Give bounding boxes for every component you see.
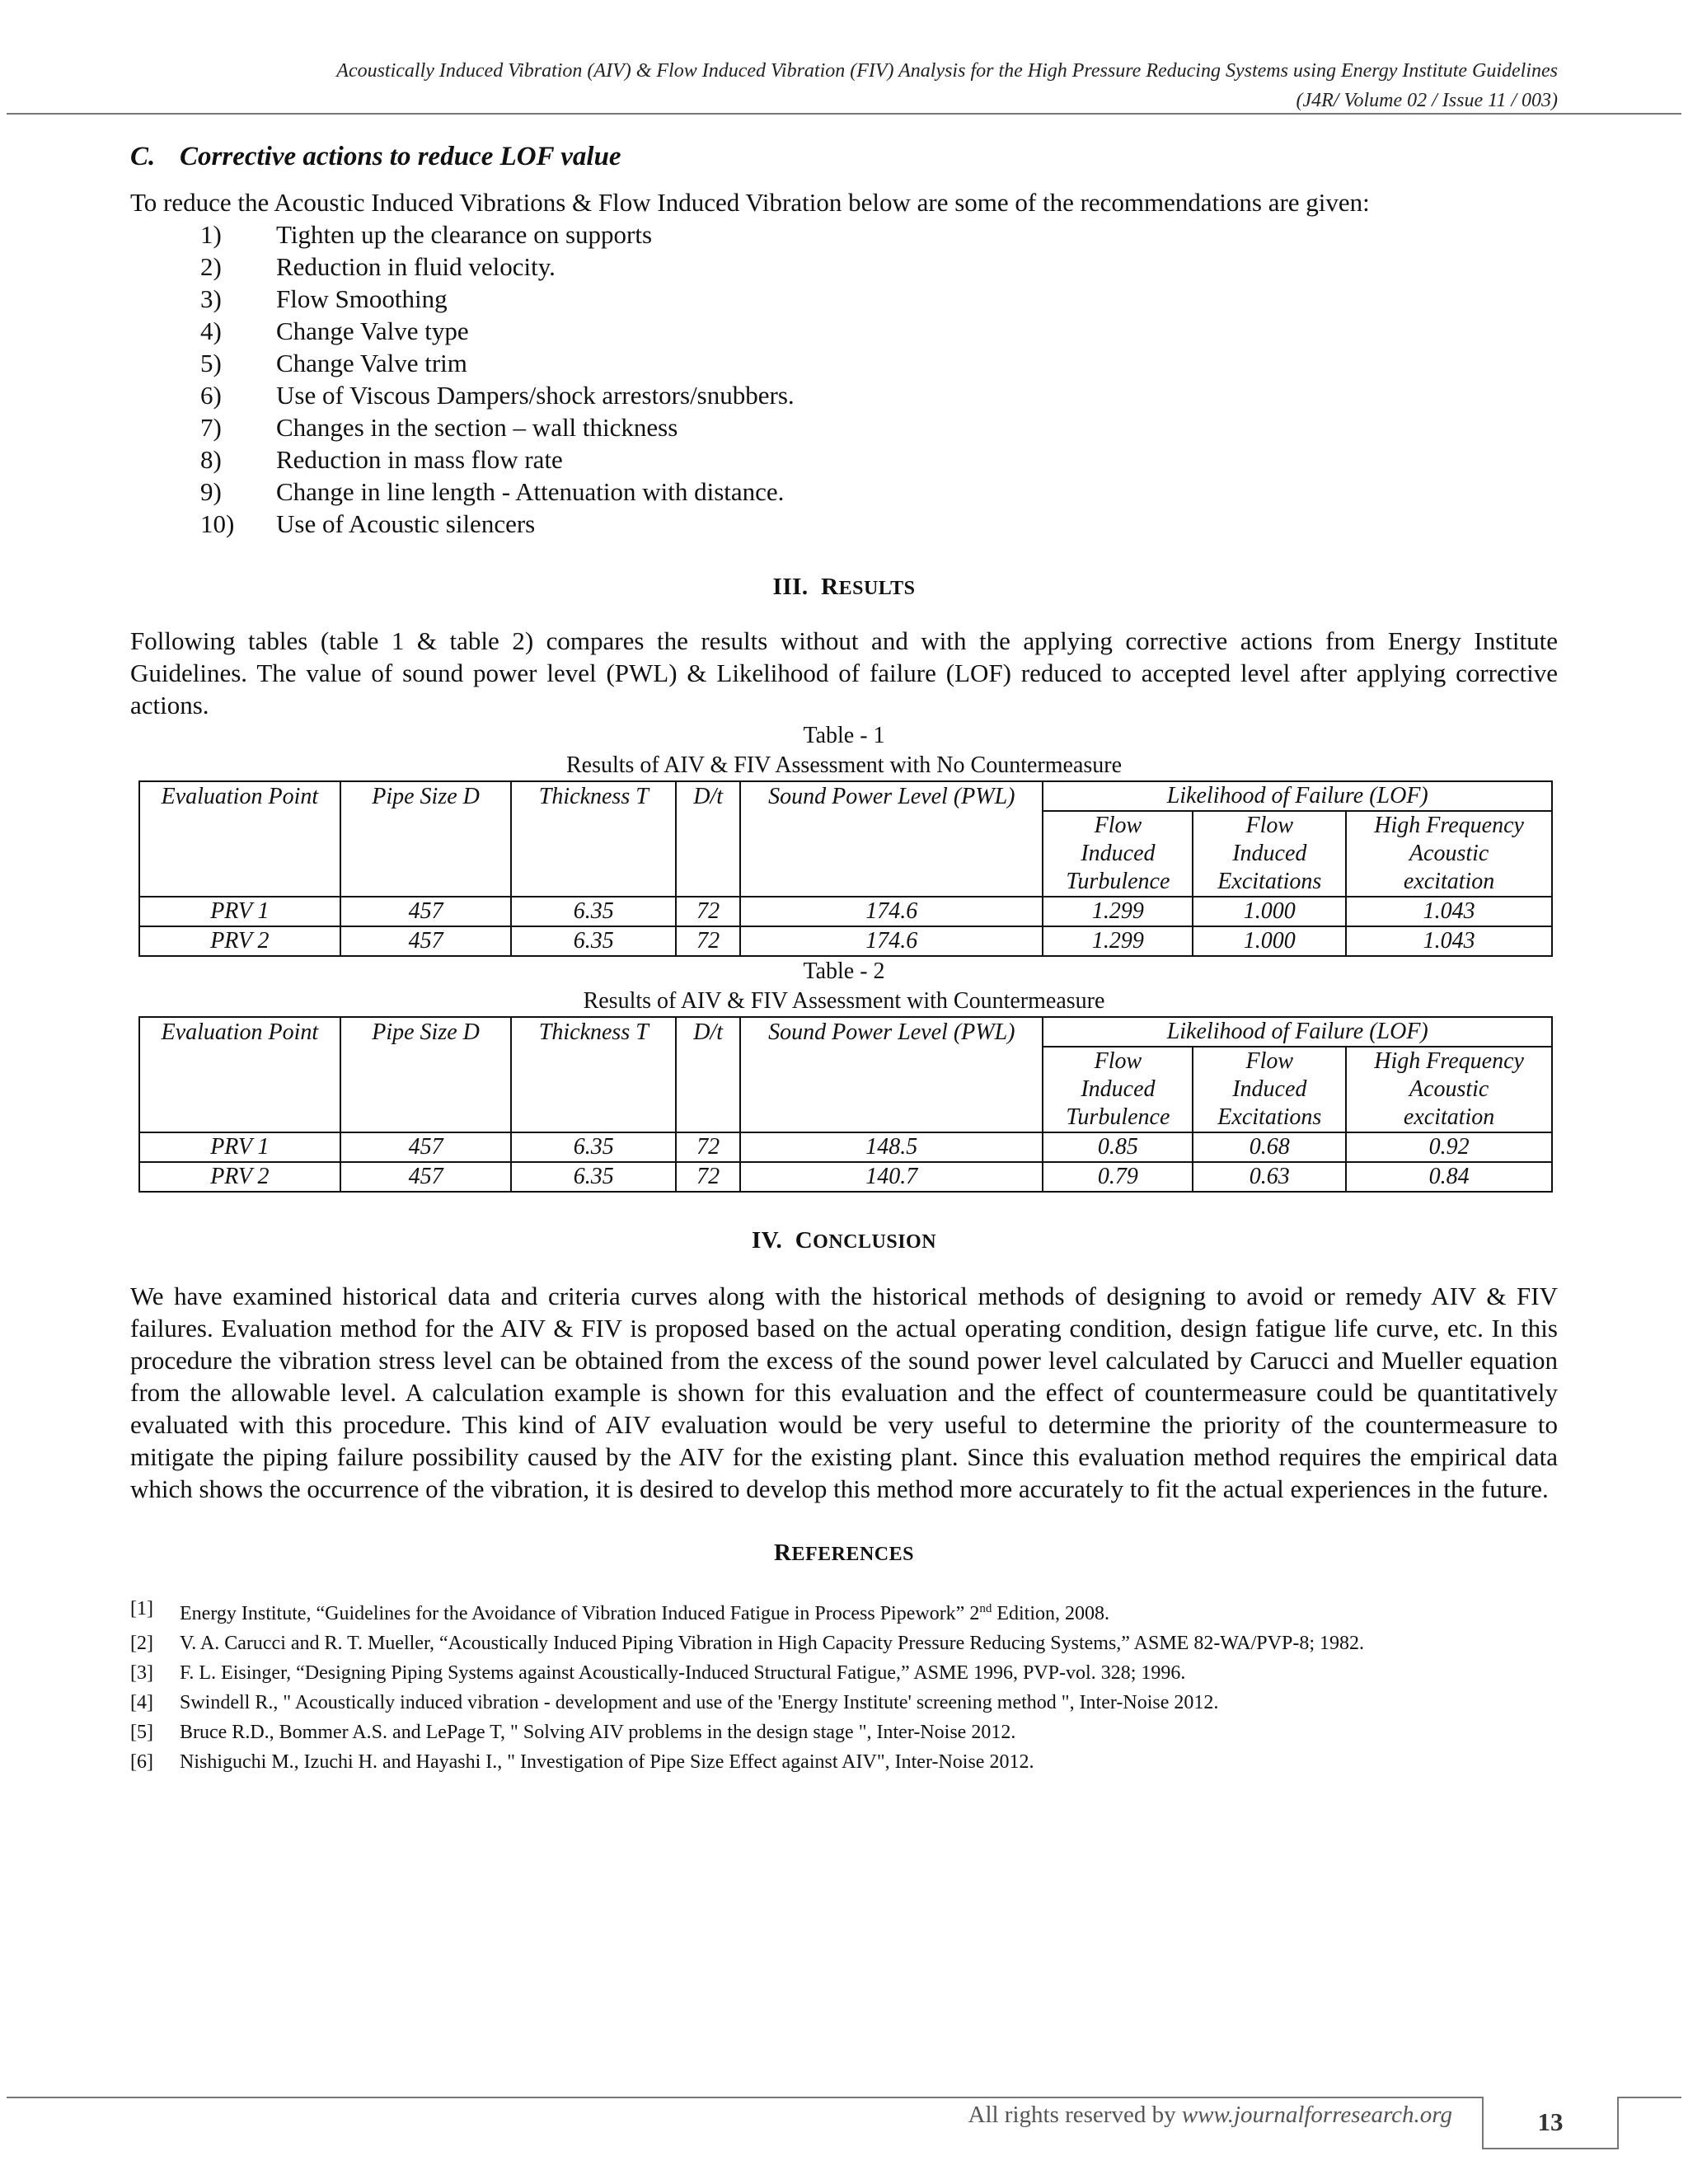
column-subheader xyxy=(1043,1047,1193,1132)
subsection-heading xyxy=(130,138,1558,175)
item-text: Change Valve trim xyxy=(276,349,467,377)
empty-header-cell xyxy=(676,811,740,897)
item-number: 9) xyxy=(200,477,222,506)
table-header-row xyxy=(139,1017,1552,1047)
column-header: Evaluation Point xyxy=(139,781,340,811)
table-row xyxy=(139,1132,1552,1162)
subheader-line: Induced xyxy=(1232,1076,1307,1102)
conclusion-heading: IV. CONCLUSION xyxy=(751,1227,937,1254)
table-cell: 0.68 xyxy=(1193,1132,1346,1162)
item-text: Tighten up the clearance on supports xyxy=(276,220,653,249)
column-header: Likelihood of Failure (LOF) xyxy=(1043,1017,1552,1047)
subheader-line: High Frequency xyxy=(1374,1048,1524,1074)
column-header: Likelihood of Failure (LOF) xyxy=(1043,781,1552,811)
table-cell: 1.000 xyxy=(1193,926,1346,956)
column-subheader xyxy=(1193,1047,1346,1132)
column-header: D/t xyxy=(676,781,740,811)
item-text: Change Valve type xyxy=(276,316,469,345)
table2-label: Table - 2 xyxy=(803,958,885,984)
recommendation-item xyxy=(200,508,1558,540)
references-list xyxy=(130,1594,1558,1777)
table-cell: 457 xyxy=(340,926,512,956)
item-text: Reduction in fluid velocity. xyxy=(276,252,556,281)
subheader-line: Induced xyxy=(1232,841,1307,866)
table-row xyxy=(139,926,1552,956)
recommendation-item xyxy=(200,283,1558,315)
item-text: Use of Viscous Dampers/shock arrestors/snubbers. xyxy=(276,381,795,410)
table-cell: 0.92 xyxy=(1346,1132,1552,1162)
header-rule xyxy=(7,113,1681,115)
subheader-line: Acoustic xyxy=(1409,1076,1489,1102)
table-cell: PRV 1 xyxy=(139,1132,340,1162)
empty-header-cell xyxy=(340,811,512,897)
table-cell: 72 xyxy=(676,926,740,956)
footer-rule-right xyxy=(1617,2097,1681,2098)
column-header: Thickness T xyxy=(511,1017,676,1047)
column-subheader xyxy=(1346,811,1552,897)
table-cell: 72 xyxy=(676,1132,740,1162)
recommendation-item xyxy=(200,251,1558,283)
item-number: 10) xyxy=(200,509,235,538)
column-header: Sound Power Level (PWL) xyxy=(740,1017,1043,1047)
empty-header-cell xyxy=(511,811,676,897)
reference-item xyxy=(130,1629,1558,1658)
column-subheader xyxy=(1346,1047,1552,1132)
item-number: 4) xyxy=(200,316,222,345)
reference-number: [4] xyxy=(130,1692,153,1713)
reference-text: F. L. Eisinger, “Designing Piping Systems against Acoustically-Induced Structural Fatigue,” ASME 1996, PVP-vol. 328; 1996. xyxy=(180,1662,1186,1684)
column-header: D/t xyxy=(676,1017,740,1047)
references-rest xyxy=(130,1629,1558,1777)
subheader-line: Flow xyxy=(1245,1048,1294,1074)
table-cell: 6.35 xyxy=(511,897,676,926)
recommendations-intro: To reduce the Acoustic Induced Vibrations & Flow Induced Vibration below are some of the recommendations are given: xyxy=(130,188,1370,217)
table-cell: 1.043 xyxy=(1346,897,1552,926)
subheader-line: Flow xyxy=(1094,813,1142,838)
table-cell: 457 xyxy=(340,1162,512,1192)
subsection-number: C. xyxy=(130,142,156,171)
running-head xyxy=(336,56,1558,115)
table-row xyxy=(139,897,1552,926)
table-cell: 140.7 xyxy=(740,1162,1043,1192)
empty-header-cell xyxy=(139,1047,340,1132)
subheader-line: Acoustic xyxy=(1409,841,1489,866)
table1-label: Table - 1 xyxy=(803,723,885,748)
table-cell: 6.35 xyxy=(511,926,676,956)
column-subheader xyxy=(1193,811,1346,897)
table-row xyxy=(139,1162,1552,1192)
table-cell: 1.000 xyxy=(1193,897,1346,926)
item-number: 3) xyxy=(200,284,222,313)
table-cell: 457 xyxy=(340,897,512,926)
recommendation-item xyxy=(200,379,1558,411)
reference-item xyxy=(130,1747,1558,1777)
table-cell: 72 xyxy=(676,897,740,926)
empty-header-cell xyxy=(511,1047,676,1132)
reference-text: Nishiguchi M., Izuchi H. and Hayashi I., " Investigation of Pipe Size Effect against AIV", Inter-Noise 2012. xyxy=(180,1751,1034,1773)
reference-text: Bruce R.D., Bommer A.S. and LePage T, " Solving AIV problems in the design stage ", Inter-Noise 2012. xyxy=(180,1722,1016,1743)
recommendation-item xyxy=(200,476,1558,508)
item-number: 7) xyxy=(200,413,222,442)
table-cell: 72 xyxy=(676,1162,740,1192)
reference-item xyxy=(130,1688,1558,1718)
recommendation-item xyxy=(200,315,1558,347)
subheader-line: Turbulence xyxy=(1066,869,1170,894)
table-cell: 148.5 xyxy=(740,1132,1043,1162)
item-number: 8) xyxy=(200,445,222,474)
recommendation-item xyxy=(200,218,1558,251)
item-text: Change in line length - Attenuation with distance. xyxy=(276,477,785,506)
item-number: 1) xyxy=(200,220,222,249)
page-number: 13 xyxy=(1482,2097,1619,2149)
table-cell: 0.63 xyxy=(1193,1162,1346,1192)
reference-number: [3] xyxy=(130,1662,153,1684)
table-cell: 1.043 xyxy=(1346,926,1552,956)
subheader-line: Excitations xyxy=(1217,869,1322,894)
item-number: 6) xyxy=(200,381,222,410)
item-text: Changes in the section – wall thickness xyxy=(276,413,678,442)
references-heading: REFERENCES xyxy=(774,1540,914,1566)
column-subheader xyxy=(1043,811,1193,897)
subheader-line: Induced xyxy=(1081,841,1156,866)
empty-header-cell xyxy=(139,811,340,897)
subheader-line: Flow xyxy=(1245,813,1294,838)
reference-item xyxy=(130,1718,1558,1747)
column-header: Sound Power Level (PWL) xyxy=(740,781,1043,811)
table-cell: 174.6 xyxy=(740,897,1043,926)
results-paragraph: Following tables (table 1 & table 2) compares the results without and with the applying corrective actions from Energy Institute Guidelines. The value of sound power level (PWL) & Likelihood of failure (LOF) reduced to accepted level after applying corrective actions. xyxy=(130,626,1558,719)
subheader-line: Flow xyxy=(1094,1048,1142,1074)
empty-header-cell xyxy=(340,1047,512,1132)
table2 xyxy=(138,1016,1553,1193)
table-cell: 457 xyxy=(340,1132,512,1162)
item-number: 2) xyxy=(200,252,222,281)
table-cell: 6.35 xyxy=(511,1162,676,1192)
item-number: 5) xyxy=(200,349,222,377)
reference-item: [1] Energy Institute, “Guidelines for the Avoidance of Vibration Induced Fatigue in Process Pipework” 2nd Edition, 2008. xyxy=(130,1598,1110,1624)
column-header: Evaluation Point xyxy=(139,1017,340,1047)
running-head-title: Acoustically Induced Vibration (AIV) & Flow Induced Vibration (FIV) Analysis for the High Pressure Reducing Systems using Energy Institute Guidelines xyxy=(336,60,1558,82)
table-cell: 1.299 xyxy=(1043,926,1193,956)
table-cell: 6.35 xyxy=(511,1132,676,1162)
table2-caption: Results of AIV & FIV Assessment with Countermeasure xyxy=(583,988,1105,1014)
recommendation-item xyxy=(200,347,1558,379)
reference-number: [6] xyxy=(130,1751,153,1773)
empty-header-cell xyxy=(740,811,1043,897)
subheader-line: excitation xyxy=(1403,869,1495,894)
item-text: Flow Smoothing xyxy=(276,284,448,313)
column-header: Thickness T xyxy=(511,781,676,811)
table-cell: PRV 2 xyxy=(139,926,340,956)
reference-number: [2] xyxy=(130,1633,153,1654)
table-cell: 0.84 xyxy=(1346,1162,1552,1192)
table-cell: 174.6 xyxy=(740,926,1043,956)
table-cell: 0.85 xyxy=(1043,1132,1193,1162)
subheader-line: High Frequency xyxy=(1374,813,1524,838)
table-cell: 1.299 xyxy=(1043,897,1193,926)
table-subheader-row xyxy=(139,1047,1552,1132)
recommendations-list xyxy=(200,218,1558,540)
reference-text: Swindell R., " Acoustically induced vibration - development and use of the 'Energy Institute' screening method ", Inter-Noise 2012. xyxy=(180,1692,1219,1713)
footer-rule xyxy=(7,2097,1482,2098)
reference-number: [5] xyxy=(130,1722,153,1743)
reference-text: V. A. Carucci and R. T. Mueller, “Acoustically Induced Piping Vibration in High Capacity Pressure Reducing Systems,” ASME 82-WA/PVP-8; 1982. xyxy=(180,1633,1364,1654)
subsection-title: Corrective actions to reduce LOF value xyxy=(180,142,621,171)
column-header: Pipe Size D xyxy=(340,781,512,811)
table-cell: 0.79 xyxy=(1043,1162,1193,1192)
table-header-row xyxy=(139,781,1552,811)
table-cell: PRV 1 xyxy=(139,897,340,926)
subheader-line: Turbulence xyxy=(1066,1104,1170,1130)
table-cell: PRV 2 xyxy=(139,1162,340,1192)
page-content xyxy=(130,138,1558,1777)
recommendation-item xyxy=(200,411,1558,443)
conclusion-paragraph: We have examined historical data and criteria curves along with the historical methods of designing to avoid or remedy AIV & FIV failures. Evaluation method for the AIV & FIV is proposed based on the actual operating condition, design fatigue life curve, etc. In this procedure the vibration stress level can be obtained from the excess of the sound power level calculated by Carucci and Mueller equation from the allowable level. A calculation example is shown for this evaluation and the effect of countermeasure could be quantitatively evaluated with this procedure. This kind of AIV evaluation would be very useful to determine the priority of the countermeasure to mitigate the piping failure possibility caused by the AIV for the existing plant. Since this evaluation method requires the empirical data which shows the occurrence of the vibration, it is desired to develop this method more accurately to fit the actual experiences in the future. xyxy=(130,1282,1558,1503)
column-header: Pipe Size D xyxy=(340,1017,512,1047)
journal-url[interactable]: www.journalforresearch.org xyxy=(1181,2102,1452,2128)
footer-rights: All rights reserved by www.journalforresearch.org xyxy=(968,2102,1452,2128)
table1-caption: Results of AIV & FIV Assessment with No Countermeasure xyxy=(565,752,1123,778)
recommendation-item xyxy=(200,443,1558,476)
item-text: Reduction in mass flow rate xyxy=(276,445,563,474)
item-text: Use of Acoustic silencers xyxy=(276,509,536,538)
reference-item xyxy=(130,1658,1558,1688)
empty-header-cell xyxy=(676,1047,740,1132)
table1 xyxy=(138,780,1553,957)
table-subheader-row xyxy=(139,811,1552,897)
results-heading: III. RESULTS xyxy=(772,574,916,600)
subheader-line: excitation xyxy=(1403,1104,1495,1130)
subheader-line: Excitations xyxy=(1217,1104,1322,1130)
subheader-line: Induced xyxy=(1081,1076,1156,1102)
running-head-issue: (J4R/ Volume 02 / Issue 11 / 003) xyxy=(1296,90,1558,111)
empty-header-cell xyxy=(740,1047,1043,1132)
